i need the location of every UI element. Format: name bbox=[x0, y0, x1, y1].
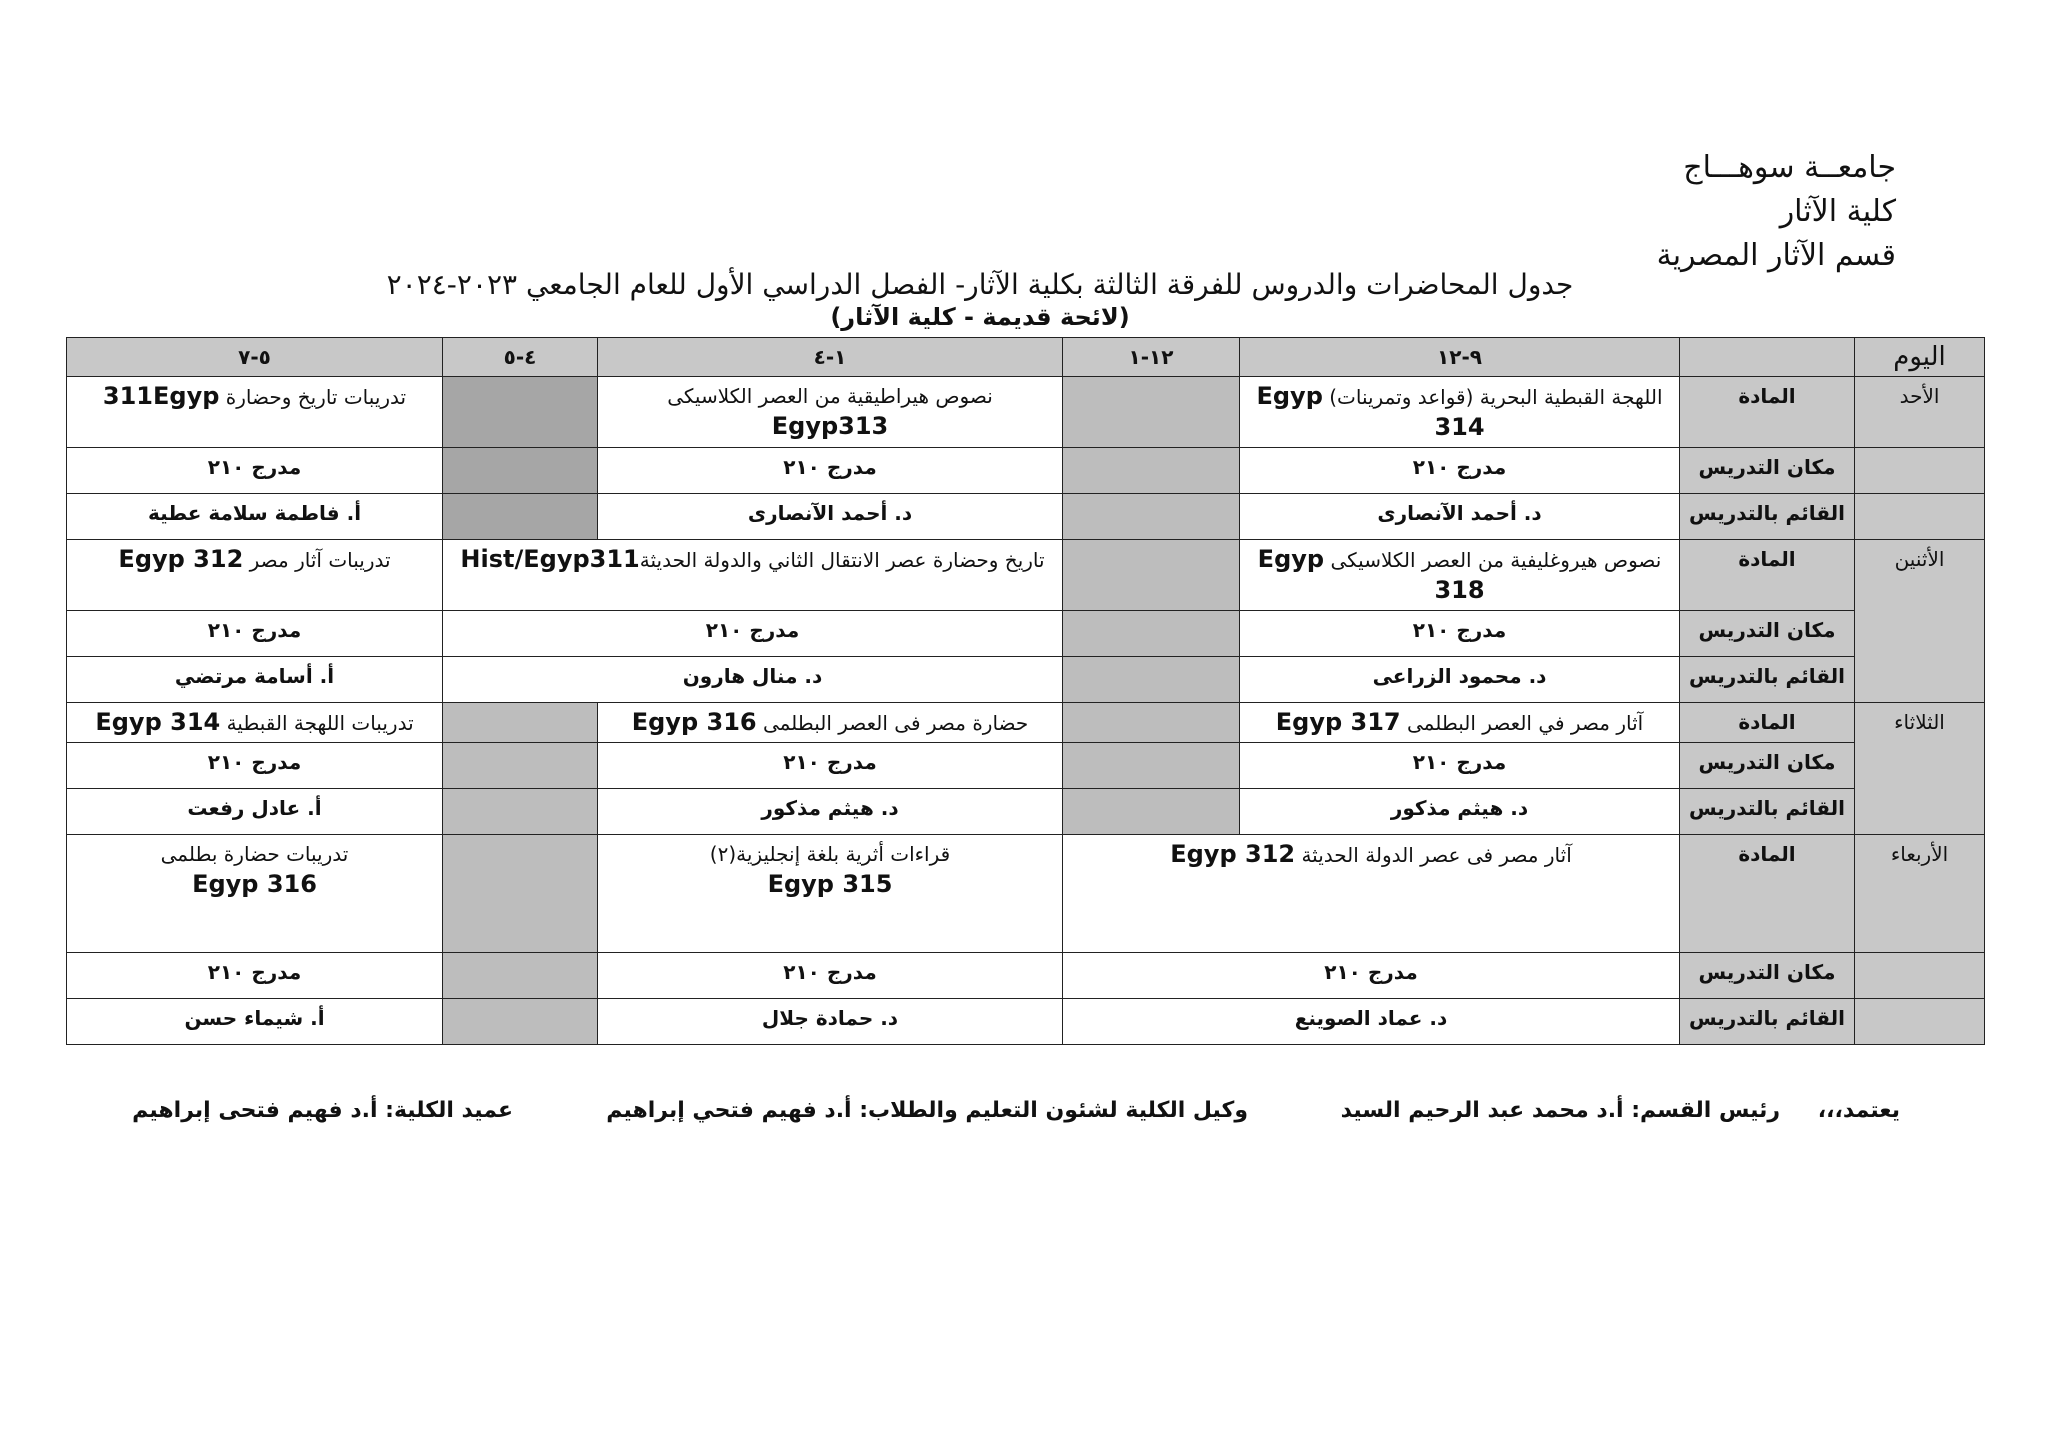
row-label: القائم بالتدريس bbox=[1680, 494, 1855, 540]
instructor-cell: د. هيثم مذكور bbox=[1240, 789, 1680, 835]
schedule-table bbox=[66, 337, 1985, 1045]
university-name: جامعــة سوهـــاج bbox=[1683, 150, 1896, 185]
instructor-cell: د. حمادة جلال bbox=[598, 999, 1063, 1045]
time-slot-header: ٥-٧ bbox=[67, 338, 443, 377]
monday-location-row bbox=[67, 611, 1985, 657]
department-head-signature: رئيس القسم: أ.د محمد عبد الرحيم السيد bbox=[1340, 1098, 1780, 1123]
location-cell: مدرج ٢١٠ bbox=[67, 448, 443, 494]
day-name: الأربعاء bbox=[1855, 835, 1985, 953]
location-cell: مدرج ٢١٠ bbox=[1063, 953, 1680, 999]
empty-cell bbox=[1063, 377, 1240, 448]
empty-cell bbox=[443, 835, 598, 953]
subject-cell bbox=[598, 835, 1063, 953]
empty-cell bbox=[443, 999, 598, 1045]
day-column-header: اليوم bbox=[1855, 338, 1985, 377]
row-label: مكان التدريس bbox=[1680, 953, 1855, 999]
time-slot-header: ١٢-١ bbox=[1063, 338, 1240, 377]
course-code: 311Egyp bbox=[102, 382, 220, 410]
course-code: Egyp 315 bbox=[767, 870, 893, 898]
empty-cell bbox=[1063, 657, 1240, 703]
row-label: مكان التدريس bbox=[1680, 448, 1855, 494]
instructor-cell: أ. عادل رفعت bbox=[67, 789, 443, 835]
label-column-header bbox=[1680, 338, 1855, 377]
location-cell: مدرج ٢١٠ bbox=[67, 743, 443, 789]
empty-cell bbox=[443, 703, 598, 743]
empty-cell bbox=[1063, 540, 1240, 611]
subject-cell bbox=[598, 377, 1063, 448]
sunday-location-row bbox=[67, 448, 1985, 494]
location-cell: مدرج ٢١٠ bbox=[1240, 448, 1680, 494]
department-name: قسم الآثار المصرية bbox=[1656, 238, 1896, 273]
empty-cell bbox=[1063, 703, 1240, 743]
subject-cell bbox=[67, 377, 443, 448]
subject-name: تدريبات تاريخ وحضارة bbox=[225, 385, 407, 409]
course-code: Egyp 314 bbox=[95, 708, 221, 736]
subject-cell bbox=[1240, 540, 1680, 611]
course-code: Egyp 312 bbox=[1170, 840, 1296, 868]
row-label: المادة bbox=[1680, 835, 1855, 953]
subject-cell bbox=[443, 540, 1063, 611]
row-label: المادة bbox=[1680, 377, 1855, 448]
subject-name: آثار مصر فى عصر الدولة الحديثة bbox=[1301, 843, 1572, 867]
subject-cell bbox=[67, 540, 443, 611]
time-slot-header: ١-٤ bbox=[598, 338, 1063, 377]
tuesday-location-row bbox=[67, 743, 1985, 789]
course-code: Hist/Egyp311 bbox=[460, 545, 640, 573]
row-label: القائم بالتدريس bbox=[1680, 789, 1855, 835]
location-cell: مدرج ٢١٠ bbox=[1240, 611, 1680, 657]
day-cell bbox=[1855, 999, 1985, 1045]
subject-name: تدريبات اللهجة القبطية bbox=[226, 711, 414, 735]
subject-cell bbox=[67, 835, 443, 953]
row-label: المادة bbox=[1680, 540, 1855, 611]
course-code: Egyp 318 bbox=[1257, 545, 1485, 604]
row-label: مكان التدريس bbox=[1680, 611, 1855, 657]
time-slot-header: ٩-١٢ bbox=[1240, 338, 1680, 377]
header-row bbox=[67, 338, 1985, 377]
course-code: Egyp 314 bbox=[1256, 382, 1485, 441]
wednesday-subject-row bbox=[67, 835, 1985, 953]
subject-name: نصوص هيراطيقية من العصر الكلاسيكى bbox=[667, 384, 993, 408]
approval-text: يعتمد،،، bbox=[1817, 1098, 1900, 1123]
page-subtitle: (لائحة قديمة - كلية الآثار) bbox=[830, 303, 1130, 331]
tuesday-instructor-row bbox=[67, 789, 1985, 835]
location-cell: مدرج ٢١٠ bbox=[598, 448, 1063, 494]
tuesday-subject-row bbox=[67, 703, 1985, 743]
subject-name: اللهجة القبطية البحرية (قواعد وتمرينات) bbox=[1329, 385, 1663, 409]
sunday-instructor-row bbox=[67, 494, 1985, 540]
instructor-cell: د. أحمد الآنصارى bbox=[598, 494, 1063, 540]
empty-cell bbox=[1063, 743, 1240, 789]
subject-name: تاريخ وحضارة عصر الانتقال الثاني والدولة الحديثة bbox=[639, 548, 1045, 572]
course-code: Egyp 316 bbox=[631, 708, 757, 736]
empty-cell bbox=[443, 377, 598, 448]
instructor-cell: د. أحمد الآنصارى bbox=[1240, 494, 1680, 540]
subject-cell bbox=[1240, 703, 1680, 743]
empty-cell bbox=[1063, 494, 1240, 540]
day-name: الثلاثاء bbox=[1855, 703, 1985, 835]
subject-cell bbox=[1063, 835, 1680, 953]
monday-instructor-row bbox=[67, 657, 1985, 703]
empty-cell bbox=[443, 789, 598, 835]
instructor-cell: أ. أسامة مرتضي bbox=[67, 657, 443, 703]
vice-dean-signature: وكيل الكلية لشئون التعليم والطلاب: أ.د فهيم فتحي إبراهيم bbox=[606, 1098, 1248, 1123]
row-label: مكان التدريس bbox=[1680, 743, 1855, 789]
page-title: جدول المحاضرات والدروس للفرقة الثالثة بكلية الآثار- الفصل الدراسي الأول للعام الجامعي ٢٠٢٣-٢٠٢٤ bbox=[386, 268, 1574, 301]
dean-signature: عميد الكلية: أ.د فهيم فتحى إبراهيم bbox=[132, 1098, 513, 1123]
row-label: القائم بالتدريس bbox=[1680, 999, 1855, 1045]
instructor-cell: د. منال هارون bbox=[443, 657, 1063, 703]
day-name: الأثنين bbox=[1855, 540, 1985, 703]
course-code: Egyp 316 bbox=[192, 870, 317, 898]
subject-cell bbox=[1240, 377, 1680, 448]
subject-name: نصوص هيروغليفية من العصر الكلاسيكى bbox=[1330, 548, 1662, 572]
wednesday-instructor-row bbox=[67, 999, 1985, 1045]
wednesday-location-row bbox=[67, 953, 1985, 999]
subject-cell bbox=[598, 703, 1063, 743]
time-slot-header: ٤-٥ bbox=[443, 338, 598, 377]
subject-name: آثار مصر في العصر البطلمى bbox=[1406, 711, 1644, 735]
course-code: Egyp313 bbox=[771, 412, 889, 440]
instructor-cell: د. هيثم مذكور bbox=[598, 789, 1063, 835]
empty-cell bbox=[443, 953, 598, 999]
subject-name: تدريبات حضارة بطلمى bbox=[160, 842, 349, 866]
subject-name: قراءات أثرية بلغة إنجليزية(٢) bbox=[709, 842, 951, 866]
course-code: Egyp 317 bbox=[1275, 708, 1401, 736]
empty-cell bbox=[443, 448, 598, 494]
header-block bbox=[1376, 146, 1896, 278]
row-label: المادة bbox=[1680, 703, 1855, 743]
instructor-cell: أ. فاطمة سلامة عطية bbox=[67, 494, 443, 540]
subject-name: حضارة مصر فى العصر البطلمى bbox=[762, 711, 1029, 735]
empty-cell bbox=[443, 743, 598, 789]
instructor-cell: د. محمود الزراعى bbox=[1240, 657, 1680, 703]
instructor-cell: أ. شيماء حسن bbox=[67, 999, 443, 1045]
location-cell: مدرج ٢١٠ bbox=[67, 953, 443, 999]
location-cell: مدرج ٢١٠ bbox=[443, 611, 1063, 657]
location-cell: مدرج ٢١٠ bbox=[598, 743, 1063, 789]
day-cell bbox=[1855, 494, 1985, 540]
day-cell bbox=[1855, 953, 1985, 999]
sunday-subject-row bbox=[67, 377, 1985, 448]
course-code: Egyp 312 bbox=[118, 545, 244, 573]
day-name: الأحد bbox=[1855, 377, 1985, 448]
instructor-cell: د. عماد الصوينع bbox=[1063, 999, 1680, 1045]
empty-cell bbox=[1063, 611, 1240, 657]
location-cell: مدرج ٢١٠ bbox=[1240, 743, 1680, 789]
location-cell: مدرج ٢١٠ bbox=[67, 611, 443, 657]
location-cell: مدرج ٢١٠ bbox=[598, 953, 1063, 999]
monday-subject-row bbox=[67, 540, 1985, 611]
empty-cell bbox=[1063, 789, 1240, 835]
faculty-name: كلية الآثار bbox=[1779, 194, 1896, 229]
empty-cell bbox=[443, 494, 598, 540]
empty-cell bbox=[1063, 448, 1240, 494]
subject-name: تدريبات آثار مصر bbox=[249, 548, 391, 572]
day-cell bbox=[1855, 448, 1985, 494]
row-label: القائم بالتدريس bbox=[1680, 657, 1855, 703]
subject-cell bbox=[67, 703, 443, 743]
